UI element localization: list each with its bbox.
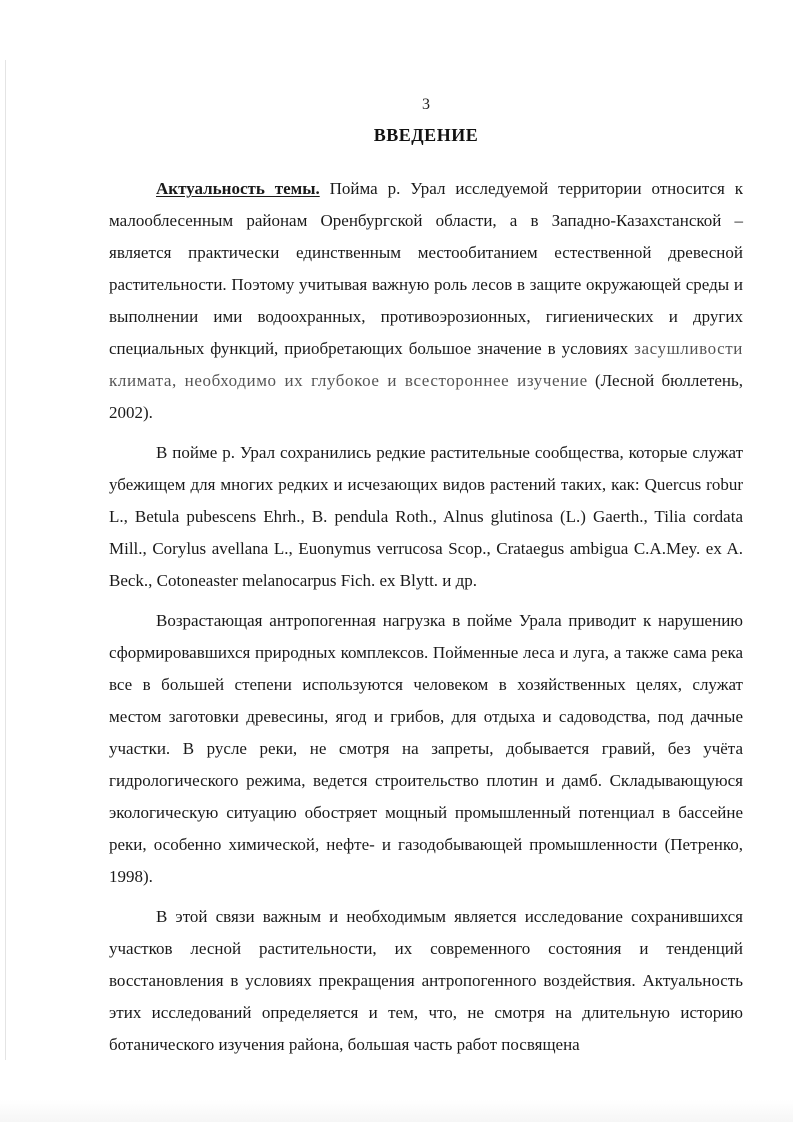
body-text: [109, 173, 743, 1061]
page-bottom-shadow: [0, 1100, 793, 1122]
page-number: 3: [422, 96, 430, 113]
paragraph-text: Пойма р. Урал исследуемой территории относится к малооблесенным районам Оренбургской области, а в Западно-Казахстанской – является практически единственным местообитанием естественной древесной растительности. Поэтому учитывая важную роль лесов в защите окружающей среды и выполнении ими водоохранных, противоэрозионных, гигиенических и других специальных функций, приобретающих большое значение в условиях: [109, 179, 743, 358]
scan-edge-line: [5, 60, 6, 1060]
paragraph-species: В пойме р. Урал сохранились редкие растительные сообщества, которые служат убежищем для многих редких и исчезающих видов растений таких, как: Quercus robur L., Betula pubescens Ehrh., B. pendula Roth., Alnus glutinosa (L.) Gaerth., Tilia cordata Mill., Corylus avellana L., Euonymus verrucosa Scop., Crataegus ambigua C.A.Mey. ex A. Beck., Cotoneaster melanocarpus Fich. ex Blytt. и др.: [109, 443, 743, 590]
paragraph-anthropogenic-load: Возрастающая антропогенная нагрузка в пойме Урала приводит к нарушению сформировавшихся природных комплексов. Пойменные леса и луга, а также сама река все в большей степени используются человеком в хозяйственных целях, служат местом заготовки древесины, ягод и грибов, для отдыха и садоводства, под дачные участки. В русле реки, не смотря на запреты, добывается гравий, без учёта гидрологического режима, ведется строительство плотин и дамб. Складывающуюся экологическую ситуацию обостряет мощный промышленный потенциал в бассейне реки, особенно химической, нефте- и газодобывающей промышленности (Петренко, 1998).: [109, 611, 743, 886]
section-heading: ВВЕДЕНИЕ: [373, 125, 479, 145]
paragraph-lead-label: Актуальность темы.: [156, 179, 320, 198]
paragraph-citation: (Лесной бюллетень, 2002).: [109, 371, 743, 422]
paragraph-relevance: [109, 173, 743, 429]
faint-print-text: засушливости климата, необходимо их глубокое и всестороннее изучение: [109, 339, 743, 390]
paragraph-research-need: В этой связи важным и необходимым является исследование сохранившихся участков лесной растительности, их современного состояния и тенденций восстановления в условиях прекращения антропогенного воздействия. Актуальность этих исследований определяется и тем, что, не смотря на длительную историю ботанического изучения района, большая часть работ посвящена: [109, 907, 743, 1054]
